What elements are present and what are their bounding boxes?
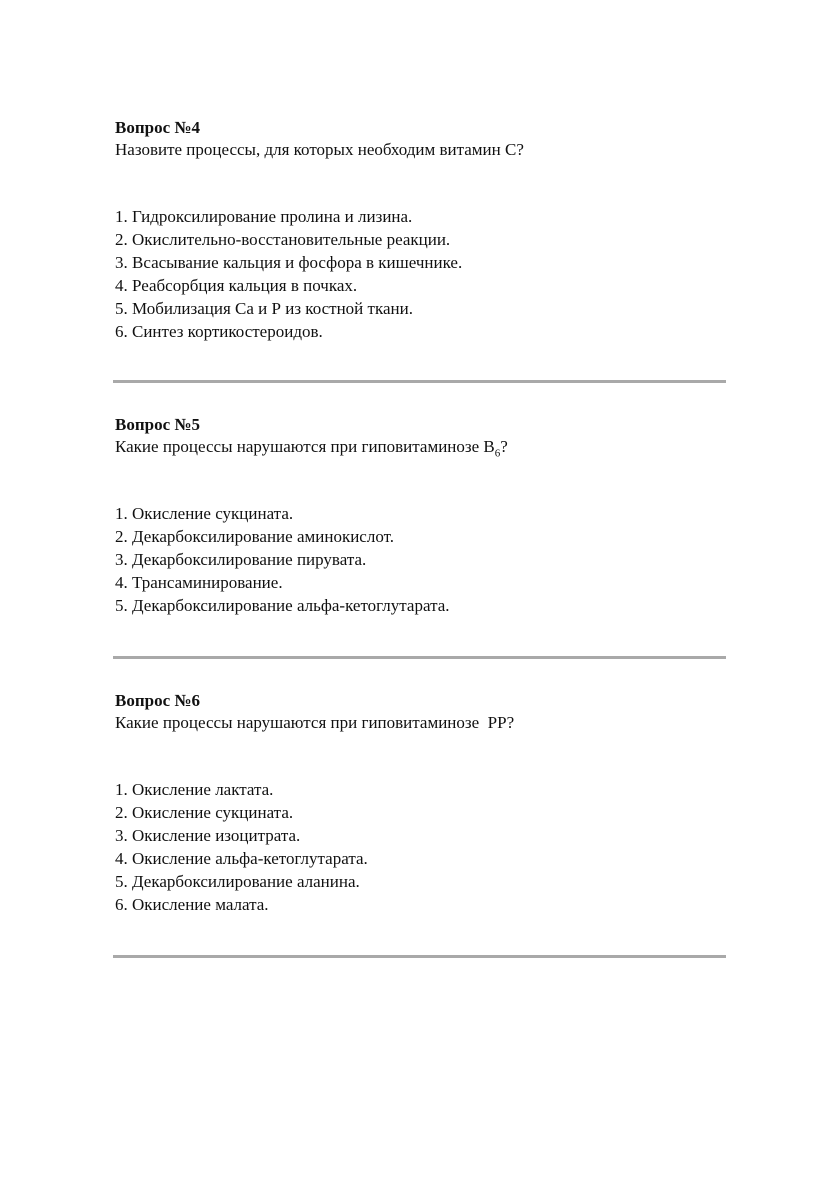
answer-option: 1. Окисление лактата. bbox=[115, 780, 274, 799]
answer-list bbox=[115, 205, 727, 343]
question-text-main: Какие процессы нарушаются при гиповитаминозе В bbox=[115, 437, 495, 456]
answer-option: 3. Всасывание кальция и фосфора в кишечнике. bbox=[115, 253, 463, 272]
answer-option: 3. Окисление изоцитрата. bbox=[115, 826, 301, 845]
question-text bbox=[115, 436, 727, 458]
question-block-6 bbox=[115, 690, 727, 916]
question-block-4 bbox=[115, 117, 727, 343]
answer-option: 5. Декарбоксилирование альфа-кетоглутарата. bbox=[115, 596, 450, 615]
answer-list bbox=[115, 502, 727, 617]
answer-list bbox=[115, 778, 727, 916]
answer-option: 2. Окисление сукцината. bbox=[115, 803, 294, 822]
answer-option: 3. Декарбоксилирование пирувата. bbox=[115, 550, 367, 569]
section-divider bbox=[113, 380, 726, 383]
answer-option: 1. Гидроксилирование пролина и лизина. bbox=[115, 207, 413, 226]
answer-option: 2. Окислительно-восстановительные реакции. bbox=[115, 230, 451, 249]
answer-option: 6. Окисление малата. bbox=[115, 895, 269, 914]
question-text-end: ? bbox=[500, 437, 508, 456]
question-text: Какие процессы нарушаются при гиповитаминозе РР? bbox=[115, 713, 515, 732]
question-title: Вопрос №6 bbox=[115, 691, 200, 710]
answer-option: 6. Синтез кортикостероидов. bbox=[115, 322, 323, 341]
answer-option: 4. Трансаминирование. bbox=[115, 573, 283, 592]
question-title: Вопрос №5 bbox=[115, 415, 200, 434]
answer-option: 5. Декарбоксилирование аланина. bbox=[115, 872, 360, 891]
answer-option: 4. Окисление альфа-кетоглутарата. bbox=[115, 849, 368, 868]
answer-option: 4. Реабсорбция кальция в почках. bbox=[115, 276, 358, 295]
question-text-subscript: 6 bbox=[494, 447, 501, 460]
question-title: Вопрос №4 bbox=[115, 118, 200, 137]
answer-option: 1. Окисление сукцината. bbox=[115, 504, 294, 523]
question-block-5 bbox=[115, 414, 727, 617]
answer-option: 5. Мобилизация Са и Р из костной ткани. bbox=[115, 299, 413, 318]
question-text: Назовите процессы, для которых необходим витамин С? bbox=[115, 140, 524, 159]
section-divider bbox=[113, 955, 726, 958]
section-divider bbox=[113, 656, 726, 659]
answer-option: 2. Декарбоксилирование аминокислот. bbox=[115, 527, 395, 546]
